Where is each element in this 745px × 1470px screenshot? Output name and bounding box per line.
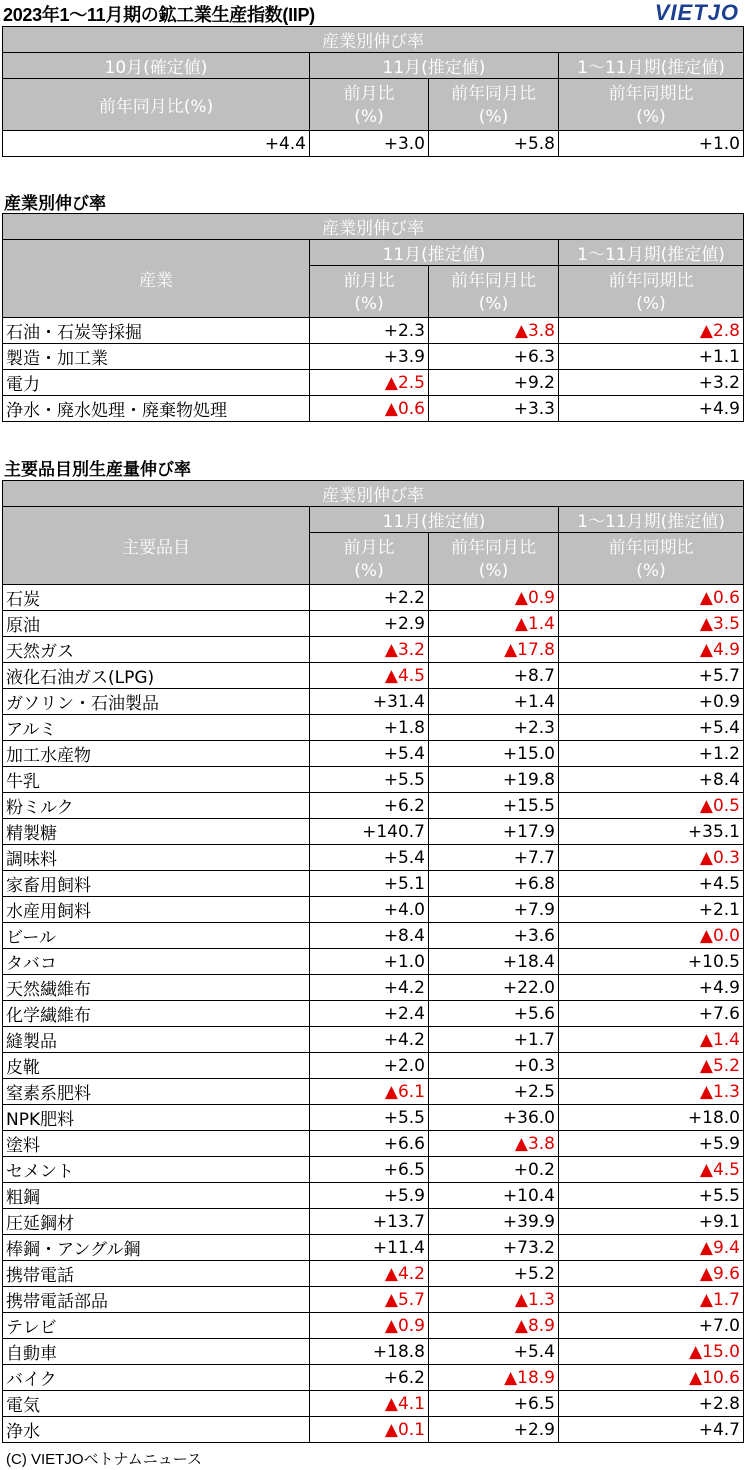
overall-value: +3.0 (310, 131, 429, 157)
product-value: ▲1.4 (429, 611, 559, 637)
product-value: ▲1.4 (559, 1027, 744, 1053)
product-value: ▲0.5 (559, 793, 744, 819)
industry-value: +3.9 (310, 344, 429, 370)
industry-value: ▲2.8 (559, 318, 744, 344)
product-value: ▲10.6 (559, 1365, 744, 1391)
product-row (3, 1027, 744, 1053)
products-pct: (%) (310, 559, 429, 585)
overall-col-ytd: 1～11月期(推定値) (559, 53, 744, 79)
product-name: 石炭 (3, 585, 310, 611)
product-value: +6.2 (310, 793, 429, 819)
product-row (3, 949, 744, 975)
products-sub-mom: 前月比 (310, 533, 429, 559)
product-value: +5.6 (429, 1001, 559, 1027)
product-value: +18.4 (429, 949, 559, 975)
product-name: 液化石油ガス(LPG) (3, 663, 310, 689)
products-sub-yoy: 前年同月比 (429, 533, 559, 559)
product-row (3, 1417, 744, 1443)
product-value: +31.4 (310, 689, 429, 715)
product-value: +2.9 (429, 1417, 559, 1443)
product-value: +2.1 (559, 897, 744, 923)
industry-col-ytd: 1～11月期(推定値) (559, 240, 744, 266)
product-row (3, 715, 744, 741)
product-value: +15.0 (429, 741, 559, 767)
product-value: +1.2 (559, 741, 744, 767)
product-value: +6.6 (310, 1131, 429, 1157)
product-name: 窒素系肥料 (3, 1079, 310, 1105)
product-name: 塗料 (3, 1131, 310, 1157)
product-name: 圧延鋼材 (3, 1209, 310, 1235)
product-value: ▲17.8 (429, 637, 559, 663)
product-value: +13.7 (310, 1209, 429, 1235)
product-value: +7.0 (559, 1313, 744, 1339)
title-bar (0, 0, 745, 26)
industry-name: 電力 (3, 370, 310, 396)
product-value: +73.2 (429, 1235, 559, 1261)
product-row (3, 741, 744, 767)
product-value: +0.2 (429, 1157, 559, 1183)
industry-value: +1.1 (559, 344, 744, 370)
product-value: +4.2 (310, 1027, 429, 1053)
product-value: ▲1.3 (429, 1287, 559, 1313)
overall-table (2, 26, 744, 157)
industry-row-header: 産業 (3, 240, 310, 318)
product-row (3, 1287, 744, 1313)
product-name: 自動車 (3, 1339, 310, 1365)
industry-name: 製造・加工業 (3, 344, 310, 370)
product-value: +4.5 (559, 871, 744, 897)
vietjo-logo: VIETJO (654, 0, 739, 25)
product-row (3, 1235, 744, 1261)
product-name: セメント (3, 1157, 310, 1183)
product-value: +6.5 (429, 1391, 559, 1417)
product-name: 棒鋼・アングル鋼 (3, 1235, 310, 1261)
product-value: +2.0 (310, 1053, 429, 1079)
product-value: +19.8 (429, 767, 559, 793)
industry-pct: (%) (559, 292, 744, 318)
product-row (3, 923, 744, 949)
product-value: +36.0 (429, 1105, 559, 1131)
products-col-nov: 11月(推定値) (310, 507, 559, 533)
product-value: ▲4.2 (310, 1261, 429, 1287)
product-value: +2.3 (429, 715, 559, 741)
product-value: +7.6 (559, 1001, 744, 1027)
product-row (3, 897, 744, 923)
product-value: +1.4 (429, 689, 559, 715)
products-table (2, 480, 744, 1443)
product-name: 縫製品 (3, 1027, 310, 1053)
product-value: +3.6 (429, 923, 559, 949)
product-value: ▲4.1 (310, 1391, 429, 1417)
product-value: ▲0.1 (310, 1417, 429, 1443)
overall-pct: (%) (310, 105, 429, 131)
product-name: 粉ミルク (3, 793, 310, 819)
product-name: タバコ (3, 949, 310, 975)
industry-name: 浄水・廃水処理・廃棄物処理 (3, 396, 310, 422)
product-name: 浄水 (3, 1417, 310, 1443)
product-row (3, 1313, 744, 1339)
product-value: ▲3.5 (559, 611, 744, 637)
overall-value: +1.0 (559, 131, 744, 157)
product-value: +2.5 (429, 1079, 559, 1105)
product-name: ガソリン・石油製品 (3, 689, 310, 715)
industry-value: +3.3 (429, 396, 559, 422)
product-row (3, 637, 744, 663)
product-value: +15.5 (429, 793, 559, 819)
product-value: +11.4 (310, 1235, 429, 1261)
product-value: +2.8 (559, 1391, 744, 1417)
product-value: ▲4.5 (559, 1157, 744, 1183)
product-row (3, 611, 744, 637)
industry-row (3, 370, 744, 396)
industry-sub-yoy: 前年同月比 (429, 266, 559, 292)
product-value: ▲0.9 (310, 1313, 429, 1339)
product-value: +0.3 (429, 1053, 559, 1079)
product-value: +8.7 (429, 663, 559, 689)
product-value: +5.9 (310, 1183, 429, 1209)
product-value: +8.4 (559, 767, 744, 793)
product-value: +17.9 (429, 819, 559, 845)
product-value: +0.9 (559, 689, 744, 715)
industry-value: ▲2.5 (310, 370, 429, 396)
product-value: ▲4.5 (310, 663, 429, 689)
page-title: 2023年1～11月期の鉱工業生産指数(IIP) (3, 5, 315, 25)
industry-sub-mom: 前月比 (310, 266, 429, 292)
product-value: +6.8 (429, 871, 559, 897)
product-row (3, 845, 744, 871)
product-value: +6.5 (310, 1157, 429, 1183)
products-sub-ytd: 前年同期比 (559, 533, 744, 559)
overall-value: +4.4 (3, 131, 310, 157)
product-row (3, 1105, 744, 1131)
industry-row (3, 396, 744, 422)
product-value: ▲18.9 (429, 1365, 559, 1391)
product-value: +5.5 (310, 767, 429, 793)
products-pct: (%) (559, 559, 744, 585)
products-col-ytd: 1～11月期(推定値) (559, 507, 744, 533)
product-value: +35.1 (559, 819, 744, 845)
overall-col-oct: 10月(確定値) (3, 53, 310, 79)
product-value: +5.5 (310, 1105, 429, 1131)
product-value: +5.4 (310, 845, 429, 871)
product-value: +5.2 (429, 1261, 559, 1287)
product-value: ▲3.2 (310, 637, 429, 663)
industry-pct: (%) (310, 292, 429, 318)
overall-col-nov: 11月(推定値) (310, 53, 559, 79)
product-name: アルミ (3, 715, 310, 741)
product-value: +4.9 (559, 975, 744, 1001)
product-value: ▲3.8 (429, 1131, 559, 1157)
products-pct: (%) (429, 559, 559, 585)
product-value: ▲4.9 (559, 637, 744, 663)
product-value: +5.4 (429, 1339, 559, 1365)
overall-sub-mom: 前月比 (310, 79, 429, 105)
overall-sub-ytd: 前年同期比 (559, 79, 744, 105)
product-value: +10.4 (429, 1183, 559, 1209)
industry-header: 産業別伸び率 (3, 214, 744, 240)
product-value: +7.7 (429, 845, 559, 871)
product-row (3, 819, 744, 845)
product-row (3, 1131, 744, 1157)
copyright-footer: (C) VIETJOベトナムニュース (6, 1451, 202, 1468)
product-name: 粗鋼 (3, 1183, 310, 1209)
product-row (3, 871, 744, 897)
product-value: +22.0 (429, 975, 559, 1001)
product-value: +140.7 (310, 819, 429, 845)
product-name: 原油 (3, 611, 310, 637)
product-value: +1.8 (310, 715, 429, 741)
product-value: ▲5.7 (310, 1287, 429, 1313)
overall-pct: (%) (429, 105, 559, 131)
product-value: +2.2 (310, 585, 429, 611)
product-value: ▲1.7 (559, 1287, 744, 1313)
industry-row (3, 344, 744, 370)
industry-value: +3.2 (559, 370, 744, 396)
product-name: テレビ (3, 1313, 310, 1339)
product-name: バイク (3, 1365, 310, 1391)
product-row (3, 585, 744, 611)
product-value: +6.2 (310, 1365, 429, 1391)
product-name: 牛乳 (3, 767, 310, 793)
product-name: 調味料 (3, 845, 310, 871)
product-row (3, 975, 744, 1001)
product-value: +4.0 (310, 897, 429, 923)
product-name: 精製糖 (3, 819, 310, 845)
product-name: 携帯電話 (3, 1261, 310, 1287)
product-value: ▲1.3 (559, 1079, 744, 1105)
product-name: 家畜用飼料 (3, 871, 310, 897)
products-row-header: 主要品目 (3, 507, 310, 585)
product-row (3, 1079, 744, 1105)
product-row (3, 1339, 744, 1365)
product-row (3, 1391, 744, 1417)
product-name: 皮靴 (3, 1053, 310, 1079)
product-value: ▲6.1 (310, 1079, 429, 1105)
product-row (3, 1053, 744, 1079)
industry-value: +9.2 (429, 370, 559, 396)
product-value: ▲9.4 (559, 1235, 744, 1261)
product-value: +1.7 (429, 1027, 559, 1053)
product-value: ▲0.0 (559, 923, 744, 949)
industry-col-nov: 11月(推定値) (310, 240, 559, 266)
product-name: 天然繊維布 (3, 975, 310, 1001)
product-row (3, 663, 744, 689)
product-name: 化学繊維布 (3, 1001, 310, 1027)
product-value: ▲0.3 (559, 845, 744, 871)
product-name: NPK肥料 (3, 1105, 310, 1131)
industry-value: ▲0.6 (310, 396, 429, 422)
overall-value: +5.8 (429, 131, 559, 157)
product-value: ▲0.9 (429, 585, 559, 611)
product-name: 天然ガス (3, 637, 310, 663)
product-row (3, 1261, 744, 1287)
product-value: ▲15.0 (559, 1339, 744, 1365)
industry-pct: (%) (429, 292, 559, 318)
product-value: +2.4 (310, 1001, 429, 1027)
product-value: +9.1 (559, 1209, 744, 1235)
products-header: 産業別伸び率 (3, 481, 744, 507)
product-value: +1.0 (310, 949, 429, 975)
product-value: +7.9 (429, 897, 559, 923)
product-row (3, 1209, 744, 1235)
industry-value: +6.3 (429, 344, 559, 370)
product-value: +5.1 (310, 871, 429, 897)
product-row (3, 1183, 744, 1209)
industry-value: +2.3 (310, 318, 429, 344)
product-value: +5.4 (310, 741, 429, 767)
industry-table (2, 213, 744, 422)
product-value: +5.4 (559, 715, 744, 741)
overall-header: 産業別伸び率 (3, 27, 744, 53)
product-value: +2.9 (310, 611, 429, 637)
product-value: +4.7 (559, 1417, 744, 1443)
product-value: +5.7 (559, 663, 744, 689)
product-row (3, 1001, 744, 1027)
product-name: 携帯電話部品 (3, 1287, 310, 1313)
product-value: +4.2 (310, 975, 429, 1001)
product-name: 水産用飼料 (3, 897, 310, 923)
product-value: +8.4 (310, 923, 429, 949)
industry-value: ▲3.8 (429, 318, 559, 344)
overall-pct: (%) (559, 105, 744, 131)
industry-sub-ytd: 前年同期比 (559, 266, 744, 292)
product-row (3, 1365, 744, 1391)
product-value: ▲8.9 (429, 1313, 559, 1339)
product-value: +10.5 (559, 949, 744, 975)
product-value: +5.5 (559, 1183, 744, 1209)
product-name: 電気 (3, 1391, 310, 1417)
overall-sub-yoy: 前年同月比 (429, 79, 559, 105)
industry-section-label: 産業別伸び率 (4, 194, 106, 214)
product-name: 加工水産物 (3, 741, 310, 767)
industry-value: +4.9 (559, 396, 744, 422)
industry-name: 石油・石炭等採掘 (3, 318, 310, 344)
products-section-label: 主要品目別生産量伸び率 (4, 460, 191, 480)
product-value: +18.8 (310, 1339, 429, 1365)
product-row (3, 689, 744, 715)
product-value: +5.9 (559, 1131, 744, 1157)
overall-sub-yoy-oct: 前年同月比(%) (3, 79, 310, 131)
product-value: ▲9.6 (559, 1261, 744, 1287)
product-value: +39.9 (429, 1209, 559, 1235)
product-row (3, 1157, 744, 1183)
product-name: ビール (3, 923, 310, 949)
industry-row (3, 318, 744, 344)
product-row (3, 767, 744, 793)
product-value: ▲5.2 (559, 1053, 744, 1079)
product-value: +18.0 (559, 1105, 744, 1131)
product-row (3, 793, 744, 819)
product-value: ▲0.6 (559, 585, 744, 611)
